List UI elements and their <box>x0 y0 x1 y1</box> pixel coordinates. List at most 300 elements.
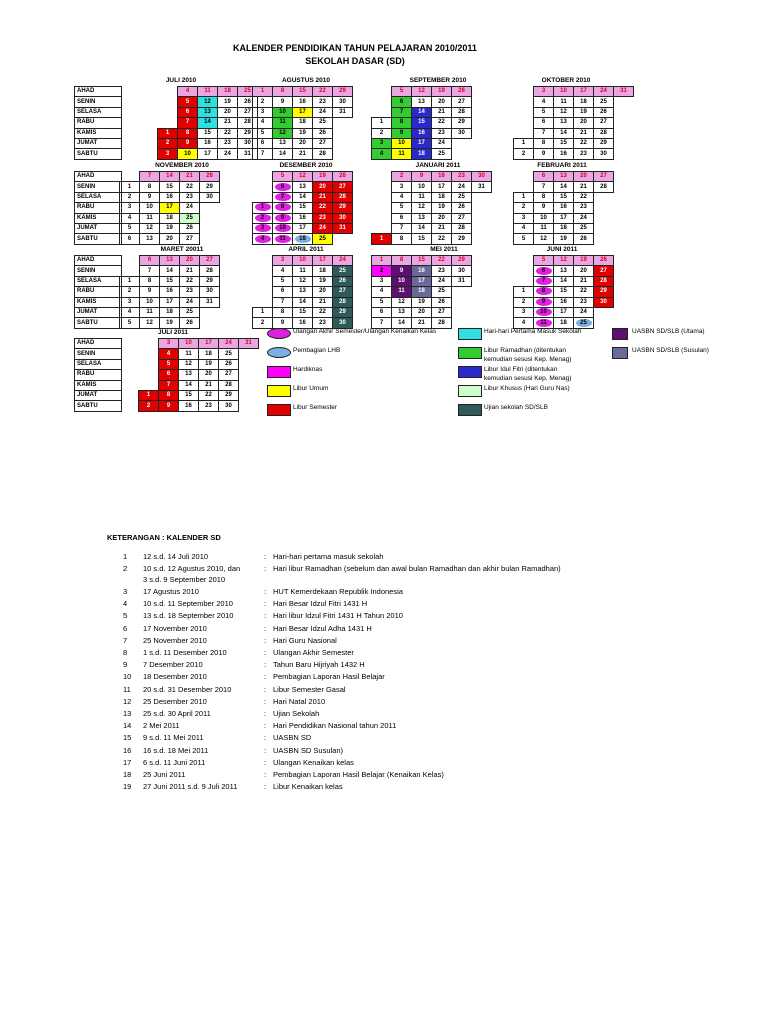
empty-cell <box>452 149 472 159</box>
empty-cell <box>239 359 259 369</box>
day-cell: 31 <box>200 297 220 307</box>
empty-cell <box>353 97 373 107</box>
keterangan-date: 18 Desember 2010 <box>143 672 207 682</box>
day-cell <box>273 213 293 223</box>
empty-cell <box>353 307 373 317</box>
day-cell: 14 <box>293 192 313 202</box>
keterangan-date: 25 Juni 2011 <box>143 769 186 779</box>
day-cell: 4 <box>120 213 140 223</box>
day-cell: 21 <box>180 266 200 276</box>
keterangan-colon: : <box>264 769 267 779</box>
day-cell: 30 <box>200 287 220 297</box>
day-cell: 11 <box>554 97 574 107</box>
day-cell: 5 <box>372 297 392 307</box>
legend-label-cont: kemudian sesusi Kep. Menag) <box>484 356 572 363</box>
day-cell: 2 <box>158 138 178 148</box>
empty-cell <box>614 149 634 159</box>
day-cell: 30 <box>594 149 614 159</box>
empty-cell <box>138 87 158 97</box>
legend-label: UASBN SD/SLB (Susulan) <box>632 347 709 354</box>
legend-swatch <box>267 347 291 358</box>
exam-oval: 8 <box>275 203 291 211</box>
day-cell: 5 <box>120 223 140 233</box>
day-cell: 9 <box>412 172 432 182</box>
keterangan-text: HUT Kemerdekaan Republik Indonesia <box>273 586 403 596</box>
day-cell: 31 <box>452 276 472 286</box>
empty-cell <box>333 149 353 159</box>
day-cell: 3 <box>158 149 178 159</box>
day-cell: 12 <box>412 203 432 213</box>
day-label: SENIN <box>75 266 122 276</box>
day-cell: 12 <box>293 276 313 286</box>
day-cell: 18 <box>313 266 333 276</box>
day-label: JUMAT <box>75 138 122 148</box>
day-cell: 31 <box>238 149 258 159</box>
day-cell: 18 <box>412 149 432 159</box>
day-cell: 25 <box>313 234 333 244</box>
day-cell: 26 <box>219 359 239 369</box>
day-cell: 22 <box>180 182 200 192</box>
day-label: SENIN <box>75 97 122 107</box>
day-cell: 7 <box>178 118 198 128</box>
day-cell: 7 <box>372 318 392 328</box>
empty-cell <box>452 318 472 328</box>
empty-cell <box>139 339 159 349</box>
day-cell: 23 <box>432 128 452 138</box>
empty-cell <box>614 128 634 138</box>
day-cell: 8 <box>534 138 554 148</box>
empty-cell <box>353 266 373 276</box>
day-cell: 25 <box>452 192 472 202</box>
empty-cell <box>594 192 614 202</box>
day-cell: 21 <box>412 318 432 328</box>
exam-oval: 1 <box>255 203 271 211</box>
day-cell: 20 <box>199 370 219 380</box>
day-cell: 2 <box>139 401 159 411</box>
empty-cell <box>594 203 614 213</box>
day-cell: 13 <box>554 172 574 182</box>
empty-cell <box>138 138 158 148</box>
empty-cell <box>139 370 159 380</box>
day-cell: 21 <box>574 128 594 138</box>
day-cell: 22 <box>574 138 594 148</box>
day-cell: 14 <box>293 297 313 307</box>
legend-label: Libur Khusus (Hari Guru Nas) <box>484 385 570 392</box>
keterangan-number: 15 <box>123 733 132 743</box>
empty-cell <box>333 234 353 244</box>
day-label-column <box>74 86 122 160</box>
day-cell: 4 <box>273 266 293 276</box>
day-cell: 24 <box>594 87 614 97</box>
empty-cell <box>138 149 158 159</box>
day-cell: 8 <box>159 390 179 400</box>
day-cell: 2 <box>120 287 140 297</box>
day-cell: 14 <box>392 318 412 328</box>
day-cell: 2 <box>514 203 534 213</box>
keterangan-text: Hari Natal 2010 <box>273 696 326 706</box>
empty-cell <box>353 172 373 182</box>
keterangan-number: 17 <box>123 757 132 767</box>
day-cell: 18 <box>554 318 574 328</box>
day-cell: 30 <box>333 97 353 107</box>
day-cell: 23 <box>574 203 594 213</box>
day-cell: 6 <box>253 138 273 148</box>
day-cell: 19 <box>432 87 452 97</box>
day-cell: 9 <box>534 203 554 213</box>
empty-cell <box>614 107 634 117</box>
day-cell: 20 <box>160 234 180 244</box>
day-cell: 19 <box>432 203 452 213</box>
empty-cell <box>472 318 492 328</box>
empty-cell <box>200 234 220 244</box>
empty-cell <box>253 182 273 192</box>
day-cell: 26 <box>333 276 353 286</box>
empty-cell <box>514 256 534 266</box>
day-label: SELASA <box>75 192 122 202</box>
empty-cell <box>372 223 392 233</box>
day-cell: 2 <box>514 149 534 159</box>
day-cell: 7 <box>534 182 554 192</box>
day-cell: 9 <box>273 97 293 107</box>
day-cell: 30 <box>452 266 472 276</box>
keterangan-colon: : <box>264 564 267 574</box>
day-cell: 18 <box>218 87 238 97</box>
day-cell: 29 <box>200 276 220 286</box>
day-cell: 3 <box>372 276 392 286</box>
day-label: AHAD <box>75 256 122 266</box>
day-cell: 2 <box>253 97 273 107</box>
legend-swatch <box>267 385 291 397</box>
exam-oval: 6 <box>536 267 552 275</box>
exam-oval: 6 <box>275 183 291 191</box>
day-cell: 24 <box>574 213 594 223</box>
day-cell <box>534 297 554 307</box>
exam-oval: 2 <box>255 214 271 222</box>
day-cell: 28 <box>594 182 614 192</box>
empty-cell <box>372 213 392 223</box>
day-cell: 4 <box>514 318 534 328</box>
day-cell: 13 <box>293 287 313 297</box>
empty-cell <box>594 223 614 233</box>
day-cell: 17 <box>199 339 219 349</box>
empty-cell <box>239 370 259 380</box>
empty-cell <box>200 223 220 233</box>
empty-cell <box>353 276 373 286</box>
day-cell: 9 <box>273 318 293 328</box>
day-cell: 13 <box>293 182 313 192</box>
empty-cell <box>220 192 240 202</box>
day-cell: 6 <box>159 370 179 380</box>
legend-label: Libur Umum <box>293 385 329 392</box>
day-cell: 4 <box>178 87 198 97</box>
day-cell: 8 <box>392 118 412 128</box>
empty-cell <box>372 107 392 117</box>
keterangan-colon: : <box>264 782 267 792</box>
day-cell: 29 <box>594 287 614 297</box>
day-cell: 14 <box>160 266 180 276</box>
day-cell: 3 <box>120 203 140 213</box>
keterangan-text: Libur Semester Gasal <box>273 684 346 694</box>
empty-cell <box>353 213 373 223</box>
day-cell: 22 <box>199 390 219 400</box>
empty-cell <box>200 213 220 223</box>
exam-oval: 11 <box>536 319 552 327</box>
day-cell: 20 <box>432 97 452 107</box>
day-cell: 19 <box>313 276 333 286</box>
day-cell: 14 <box>554 276 574 286</box>
day-label: SABTU <box>75 149 122 159</box>
day-cell: 1 <box>514 287 534 297</box>
day-cell: 13 <box>554 266 574 276</box>
keterangan-date: 27 Juni 2011 s.d. 9 Juli 2011 <box>143 782 238 792</box>
day-cell: 15 <box>412 118 432 128</box>
day-cell: 19 <box>412 297 432 307</box>
day-cell: 15 <box>160 276 180 286</box>
day-cell: 31 <box>333 107 353 117</box>
day-cell: 25 <box>432 287 452 297</box>
day-cell: 29 <box>200 182 220 192</box>
day-cell: 1 <box>372 234 392 244</box>
day-cell: 1 <box>372 256 392 266</box>
day-label: SABTU <box>75 234 122 244</box>
day-cell: 10 <box>554 87 574 97</box>
keterangan-date: 25 s.d. 30 April 2011 <box>143 708 211 718</box>
day-cell: 12 <box>140 318 160 328</box>
day-cell: 1 <box>120 182 140 192</box>
empty-cell <box>614 297 634 307</box>
legend-label: Ujian sekolah SD/SLB <box>484 404 548 411</box>
keterangan-text: Pembagian Laporan Hasil Belajar (Kenaikan Kelas) <box>273 769 444 779</box>
day-cell: 19 <box>574 107 594 117</box>
day-cell: 30 <box>219 401 239 411</box>
day-cell: 26 <box>238 97 258 107</box>
keterangan-colon: : <box>264 696 267 706</box>
day-cell: 5 <box>253 128 273 138</box>
day-cell: 17 <box>574 87 594 97</box>
day-cell: 17 <box>293 223 313 233</box>
day-label: KAMIS <box>75 380 122 390</box>
keterangan-number: 2 <box>123 564 128 574</box>
empty-cell <box>472 307 492 317</box>
keterangan-number: 6 <box>123 623 128 633</box>
day-cell: 30 <box>333 318 353 328</box>
empty-cell <box>472 213 492 223</box>
day-cell: 26 <box>574 234 594 244</box>
day-cell: 4 <box>514 223 534 233</box>
day-cell: 9 <box>159 401 179 411</box>
day-cell: 6 <box>392 97 412 107</box>
day-cell: 14 <box>160 172 180 182</box>
empty-cell <box>452 297 472 307</box>
keterangan-number: 7 <box>123 635 128 645</box>
legend-swatch <box>458 328 482 340</box>
day-cell: 14 <box>412 107 432 117</box>
day-cell: 10 <box>273 107 293 117</box>
day-cell: 5 <box>392 87 412 97</box>
empty-cell <box>353 182 373 192</box>
day-cell: 13 <box>198 107 218 117</box>
empty-cell <box>353 87 373 97</box>
empty-cell <box>119 401 139 411</box>
day-cell: 11 <box>140 307 160 317</box>
empty-cell <box>120 256 140 266</box>
day-cell: 12 <box>412 87 432 97</box>
empty-cell <box>514 87 534 97</box>
month-grid <box>119 255 240 329</box>
legend-label: Hardiknas <box>293 366 323 373</box>
keterangan-colon: : <box>264 623 267 633</box>
empty-cell <box>158 118 178 128</box>
keterangan-date: 17 November 2010 <box>143 623 207 633</box>
day-cell: 14 <box>198 118 218 128</box>
day-cell <box>253 213 273 223</box>
day-cell: 12 <box>179 359 199 369</box>
day-cell: 27 <box>219 370 239 380</box>
month-name: APRIL 2011 <box>288 246 324 253</box>
empty-cell <box>353 107 373 117</box>
day-cell: 24 <box>219 339 239 349</box>
day-cell: 13 <box>179 370 199 380</box>
keterangan-date: 25 November 2010 <box>143 635 207 645</box>
day-label: JUMAT <box>75 223 122 233</box>
day-cell: 22 <box>574 192 594 202</box>
empty-cell <box>614 182 634 192</box>
day-cell <box>273 223 293 233</box>
empty-cell <box>353 118 373 128</box>
day-cell: 11 <box>392 287 412 297</box>
month-grid <box>371 255 492 329</box>
day-cell <box>273 192 293 202</box>
day-label: RABU <box>75 118 122 128</box>
empty-cell <box>452 287 472 297</box>
day-cell: 9 <box>534 149 554 159</box>
day-cell: 20 <box>432 213 452 223</box>
day-cell: 25 <box>180 307 200 317</box>
day-cell: 6 <box>372 307 392 317</box>
day-cell: 4 <box>372 149 392 159</box>
empty-cell <box>353 256 373 266</box>
day-cell: 16 <box>554 203 574 213</box>
day-cell: 2 <box>253 318 273 328</box>
day-cell: 24 <box>452 182 472 192</box>
keterangan-number: 1 <box>123 552 128 561</box>
day-cell: 4 <box>392 192 412 202</box>
keterangan-colon: : <box>264 660 267 670</box>
day-cell: 20 <box>574 266 594 276</box>
day-label: SABTU <box>75 401 122 411</box>
day-cell: 14 <box>273 149 293 159</box>
empty-cell <box>220 318 240 328</box>
day-label: JUMAT <box>75 390 122 400</box>
empty-cell <box>614 256 634 266</box>
empty-cell <box>472 276 492 286</box>
day-cell: 14 <box>554 182 574 192</box>
day-label-column <box>74 255 122 329</box>
keterangan-text: Tahun Baru Hijriyah 1432 H <box>273 660 365 670</box>
empty-cell <box>614 97 634 107</box>
day-cell <box>534 287 554 297</box>
empty-cell <box>158 87 178 97</box>
day-cell: 11 <box>273 118 293 128</box>
empty-cell <box>594 234 614 244</box>
empty-cell <box>614 287 634 297</box>
day-cell: 3 <box>159 339 179 349</box>
day-cell: 24 <box>180 203 200 213</box>
day-label: RABU <box>75 203 122 213</box>
day-cell: 13 <box>412 213 432 223</box>
exam-oval: 8 <box>536 287 552 295</box>
empty-cell <box>472 97 492 107</box>
empty-cell <box>220 182 240 192</box>
empty-cell <box>119 390 139 400</box>
keterangan-number: 13 <box>123 708 132 718</box>
day-cell: 22 <box>574 287 594 297</box>
day-label: SABTU <box>75 318 122 328</box>
day-cell: 12 <box>534 234 554 244</box>
day-cell: 20 <box>293 138 313 148</box>
day-cell: 16 <box>412 266 432 276</box>
empty-cell <box>333 138 353 148</box>
day-cell: 6 <box>120 234 140 244</box>
month-grid <box>371 171 492 245</box>
exam-oval: 10 <box>536 308 552 316</box>
day-cell: 19 <box>160 318 180 328</box>
day-cell: 13 <box>140 234 160 244</box>
keterangan-date: 10 s.d. 12 Agustus 2010, dan <box>143 564 241 574</box>
empty-cell <box>472 223 492 233</box>
day-cell: 23 <box>180 287 200 297</box>
day-cell: 17 <box>160 297 180 307</box>
month-name: JANUARI 2011 <box>415 162 461 169</box>
day-label: KAMIS <box>75 213 122 223</box>
day-cell: 4 <box>120 307 140 317</box>
day-cell: 21 <box>180 172 200 182</box>
day-cell: 12 <box>293 172 313 182</box>
day-cell: 11 <box>179 349 199 359</box>
day-cell: 25 <box>180 213 200 223</box>
day-cell: 25 <box>238 87 258 97</box>
month-name: SEPTEMBER 2010 <box>409 77 467 84</box>
day-cell: 28 <box>594 276 614 286</box>
empty-cell <box>119 349 139 359</box>
empty-cell <box>253 256 273 266</box>
keterangan-text: Hari libur Ramadhan (sebelum dan awal bulan Ramadhan dan akhir bulan Ramadhan) <box>273 564 561 574</box>
day-cell: 25 <box>313 118 333 128</box>
day-cell <box>253 223 273 233</box>
day-cell: 27 <box>238 107 258 117</box>
day-label: JUMAT <box>75 307 122 317</box>
empty-cell <box>353 138 373 148</box>
day-label: SENIN <box>75 182 122 192</box>
legend-label: Libur Idul Fitri (ditentukan <box>484 366 558 373</box>
empty-cell <box>119 339 139 349</box>
day-cell: 24 <box>313 223 333 233</box>
empty-cell <box>353 203 373 213</box>
day-label: RABU <box>75 370 122 380</box>
day-cell: 20 <box>574 118 594 128</box>
day-cell: 26 <box>594 107 614 117</box>
empty-cell <box>514 182 534 192</box>
empty-cell <box>372 97 392 107</box>
day-cell: 3 <box>534 87 554 97</box>
legend-swatch <box>458 404 482 416</box>
day-cell: 22 <box>432 256 452 266</box>
day-cell: 21 <box>293 149 313 159</box>
day-cell <box>253 203 273 213</box>
day-cell: 19 <box>199 359 219 369</box>
day-cell: 31 <box>614 87 634 97</box>
day-cell: 26 <box>180 223 200 233</box>
